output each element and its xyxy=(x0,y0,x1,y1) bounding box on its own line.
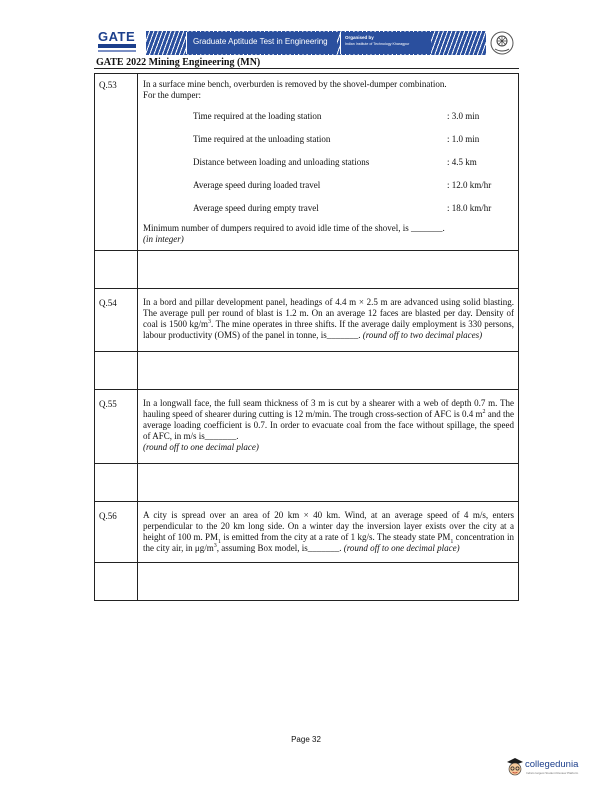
question-table xyxy=(94,73,519,601)
question-body: In a longwall face, the full seam thickness of 3 m is cut by a shearer with a web of depth 0.7 m. The hauling speed of shearer during cutting is 12 m/min. The trough cross-section of AFC is 0.4 m xyxy=(143,398,514,419)
gate-logo xyxy=(96,29,140,57)
logo-bar xyxy=(98,44,136,48)
param-row xyxy=(193,174,514,197)
superscript: 3 xyxy=(213,543,217,549)
question-number: Q.55 xyxy=(95,390,138,464)
subscript: 1 xyxy=(218,538,222,545)
title-divider xyxy=(94,68,519,69)
param-value: : 1.0 min xyxy=(447,134,480,144)
question-body: is emitted from the city at a rate of 1 kg/s. The steady state PM xyxy=(221,532,451,542)
param-row xyxy=(193,128,514,151)
param-label: Distance between loading and unloading stations xyxy=(193,157,370,167)
question-ask: Minimum number of dumpers required to avoid idle time of the shovel, is _______. xyxy=(143,223,445,233)
param-row xyxy=(193,151,514,174)
question-row-54 xyxy=(95,289,519,352)
question-text xyxy=(138,74,519,251)
answer-format-note: (round off to two decimal places) xyxy=(362,330,483,340)
question-text xyxy=(138,390,519,464)
param-value: : 18.0 km/hr xyxy=(447,203,492,213)
question-row-55 xyxy=(95,390,519,464)
blank-row xyxy=(95,563,519,601)
param-label: Average speed during empty travel xyxy=(193,203,319,213)
question-body: A city is spread over an area of 20 km × 40 km. Wind, at an average speed of 4 m/s, enters perpendicular to the 20 km long side. On a winter day the inversion layer exists over the city at a height of 100 m. PM xyxy=(143,510,514,542)
question-row-53 xyxy=(95,74,519,251)
param-value: : 3.0 min xyxy=(447,111,480,121)
subscript: 1 xyxy=(450,538,454,545)
question-text xyxy=(138,289,519,352)
paper-title: GATE 2022 Mining Engineering (MN) xyxy=(96,57,261,68)
logo-bar-thin xyxy=(98,50,136,52)
question-intro-2: For the dumper: xyxy=(143,90,201,100)
banner-title: Graduate Aptitude Test in Engineering xyxy=(193,37,328,46)
organized-by-label: Organised by xyxy=(345,35,374,40)
param-value: : 4.5 km xyxy=(447,157,477,167)
question-body: In a bord and pillar development panel, headings of 4.4 m × 2.5 m are advanced using solid blasting. The average pull per round of blast is 1.2 m. On an average 12 faces are blasted per day. Density of coal is 1500 kg/m xyxy=(143,297,514,329)
organizer-panel xyxy=(340,32,431,54)
answer-format-note: (in integer) xyxy=(143,234,184,244)
answer-format-note: (round off to one decimal place) xyxy=(143,442,259,452)
graduate-mascot-icon xyxy=(506,757,524,777)
question-number: Q.54 xyxy=(95,289,138,352)
question-number: Q.53 xyxy=(95,74,138,251)
question-body: . The mine operates in three shifts. If the average daily employment is 330 persons, labour productivity (OMS) of the panel in tonne, is_______. xyxy=(143,319,514,340)
question-body: , assuming Box model, is_______. xyxy=(216,543,342,553)
param-label: Time required at the loading station xyxy=(193,111,322,121)
brand-name: collegedunia xyxy=(525,759,579,770)
param-row xyxy=(193,197,514,220)
param-label: Average speed during loaded travel xyxy=(193,180,321,190)
blank-row xyxy=(95,251,519,289)
param-label: Time required at the unloading station xyxy=(193,134,331,144)
question-intro: In a surface mine bench, overburden is removed by the shovel-dumper combination. xyxy=(143,79,447,89)
gate-logo-text: GATE xyxy=(98,29,136,44)
param-value: : 12.0 km/hr xyxy=(447,180,492,190)
blank-row xyxy=(95,352,519,390)
question-body: and the average loading coefficient is 0.7. In order to evacuate coal from the face without spillage, the speed of AFC, in m/s is_______. xyxy=(143,409,514,441)
collegedunia-logo[interactable] xyxy=(506,756,579,780)
page-number: Page 32 xyxy=(291,735,321,744)
question-row-56 xyxy=(95,502,519,563)
question-body: concentration in the city air, in μg/m xyxy=(143,532,514,553)
blank-row xyxy=(95,464,519,502)
brand-tagline: India's largest Student Review Platform xyxy=(526,771,579,775)
iit-emblem-icon xyxy=(490,31,514,55)
question-text xyxy=(138,502,519,563)
header-banner xyxy=(96,29,517,57)
title-panel xyxy=(186,32,337,54)
answer-format-note: (round off to one decimal place) xyxy=(343,543,460,553)
organizer-name: Indian Institute of Technology Kharagpur xyxy=(345,42,410,46)
superscript: 2 xyxy=(482,409,486,415)
question-number: Q.56 xyxy=(95,502,138,563)
superscript: 3 xyxy=(208,319,211,325)
param-row xyxy=(193,105,514,128)
